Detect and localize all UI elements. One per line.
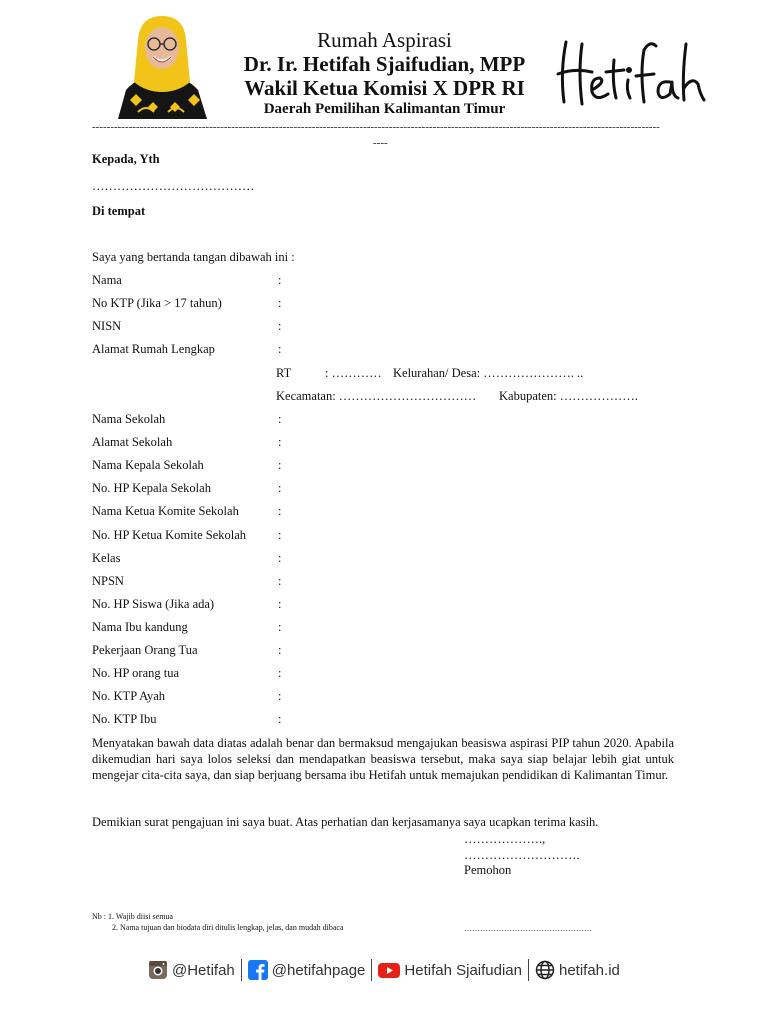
letterhead-position: Wakil Ketua Komisi X DPR RI xyxy=(244,76,525,100)
letterhead-name: Dr. Ir. Hetifah Sjaifudian, MPP xyxy=(243,52,526,76)
field-colon: : xyxy=(278,574,282,588)
youtube-channel: Hetifah Sjaifudian xyxy=(404,961,522,979)
field-colon: : xyxy=(278,712,282,726)
field-label: No. HP Siswa (Jika ada) xyxy=(92,597,215,611)
field-colon: : xyxy=(278,342,282,356)
field-label: No. KTP Ibu xyxy=(92,712,157,726)
di-tempat: Di tempat xyxy=(92,204,146,218)
instagram-handle: @Hetifah xyxy=(172,961,235,979)
address-rt-value: : ………… xyxy=(325,366,382,380)
field-label: No. HP Kepala Sekolah xyxy=(92,481,211,495)
field-label: Alamat Sekolah xyxy=(92,435,173,449)
facebook-icon xyxy=(248,960,268,980)
field-colon: : xyxy=(278,296,282,310)
field-label: Nama Sekolah xyxy=(92,412,166,426)
facebook-handle: @hetifahpage xyxy=(271,961,366,979)
header-divider: ----------------------------------------------------------------------------------------------------------------------------------------------------------- xyxy=(92,121,660,133)
intro-text: Saya yang bertanda tangan dibawah ini : xyxy=(92,250,295,264)
footer-separator xyxy=(371,959,372,981)
address-kabupaten: Kabupaten: ………………. xyxy=(499,389,638,403)
letterhead xyxy=(222,28,547,118)
footer-separator xyxy=(241,959,242,981)
field-colon: : xyxy=(278,458,282,472)
field-colon: : xyxy=(278,643,282,657)
sign-place-date: ………………., xyxy=(464,832,546,846)
field-colon: : xyxy=(278,551,282,565)
recipient-label: Kepada, Yth xyxy=(92,152,160,166)
field-label-nisn: NISN xyxy=(92,319,122,333)
field-colon: : xyxy=(278,319,282,333)
recipient-dots: ………………………………… xyxy=(92,179,255,193)
footer-separator xyxy=(528,959,529,981)
footnote-2: 2. Nama tujuan dan biodata diri ditulis lengkap, jelas, dan mudah dibaca xyxy=(112,923,344,932)
address-rt-label: RT xyxy=(276,366,292,380)
footnotes xyxy=(92,911,344,933)
field-colon: : xyxy=(278,435,282,449)
field-colon: : xyxy=(278,273,282,287)
footnote-1: Nb : 1. Wajib diisi semua xyxy=(92,912,173,921)
field-colon: : xyxy=(278,597,282,611)
letterhead-region: Daerah Pemilihan Kalimantan Timur xyxy=(263,101,506,117)
website-url: hetifah.id xyxy=(558,961,620,979)
statement-paragraph: Menyatakan bawah data diatas adalah benar dan bermaksud mengajukan beasiswa aspirasi PIP tahun 2020. Apabila dikemudian hari saya lolos seleksi dan mendapatkan beasiswa tersebut, maka saya siap belajar lebih giat untuk mengejar cita-cita saya, dan siap berjuang bersama ibu Hetifah untuk memajukan pendidikan di Kalimantan Timur. xyxy=(92,736,674,782)
globe-icon xyxy=(535,960,555,980)
field-label: No. KTP Ayah xyxy=(92,689,166,703)
header-divider-tail: ---- xyxy=(373,137,388,149)
field-colon: : xyxy=(278,412,282,426)
field-colon: : xyxy=(278,620,282,634)
social-footer xyxy=(148,958,620,982)
field-colon: : xyxy=(278,689,282,703)
signature-logo xyxy=(552,32,712,112)
instagram-icon xyxy=(148,960,168,980)
letterhead-title: Rumah Aspirasi xyxy=(317,28,452,52)
field-label: Kelas xyxy=(92,551,121,565)
field-label: Pekerjaan Orang Tua xyxy=(92,643,198,657)
field-label: Nama Ibu kandung xyxy=(92,620,188,634)
instagram-link[interactable] xyxy=(148,960,235,980)
sign-dots: ………………………. xyxy=(464,848,580,862)
field-label-no-ktp: No KTP (Jika > 17 tahun) xyxy=(92,296,222,310)
sign-role: Pemohon xyxy=(464,863,512,877)
field-colon: : xyxy=(278,666,282,680)
closing-paragraph: Demikian surat pengajuan ini saya buat. Atas perhatian dan kerjasamanya saya ucapkan terima kasih. xyxy=(92,815,599,829)
field-label: NPSN xyxy=(92,574,124,588)
field-label-nama: Nama xyxy=(92,273,122,287)
signature-line-dots: ………………………………………… xyxy=(464,924,592,933)
field-label: No. HP orang tua xyxy=(92,666,180,680)
youtube-link[interactable] xyxy=(378,960,522,980)
field-colon: : xyxy=(278,481,282,495)
website-link[interactable] xyxy=(535,960,620,980)
field-colon: : xyxy=(278,504,282,518)
youtube-icon xyxy=(378,960,400,980)
field-label: Nama Kepala Sekolah xyxy=(92,458,204,472)
address-kecamatan: Kecamatan: …………………………… xyxy=(276,389,477,403)
field-label: Nama Ketua Komite Sekolah xyxy=(92,504,239,518)
portrait-photo xyxy=(108,12,215,119)
field-label: No. HP Ketua Komite Sekolah xyxy=(92,528,247,542)
field-colon: : xyxy=(278,528,282,542)
field-label-alamat-rumah: Alamat Rumah Lengkap xyxy=(92,342,215,356)
facebook-link[interactable] xyxy=(248,960,366,980)
address-kelurahan: Kelurahan/ Desa: …………………. .. xyxy=(393,366,584,380)
